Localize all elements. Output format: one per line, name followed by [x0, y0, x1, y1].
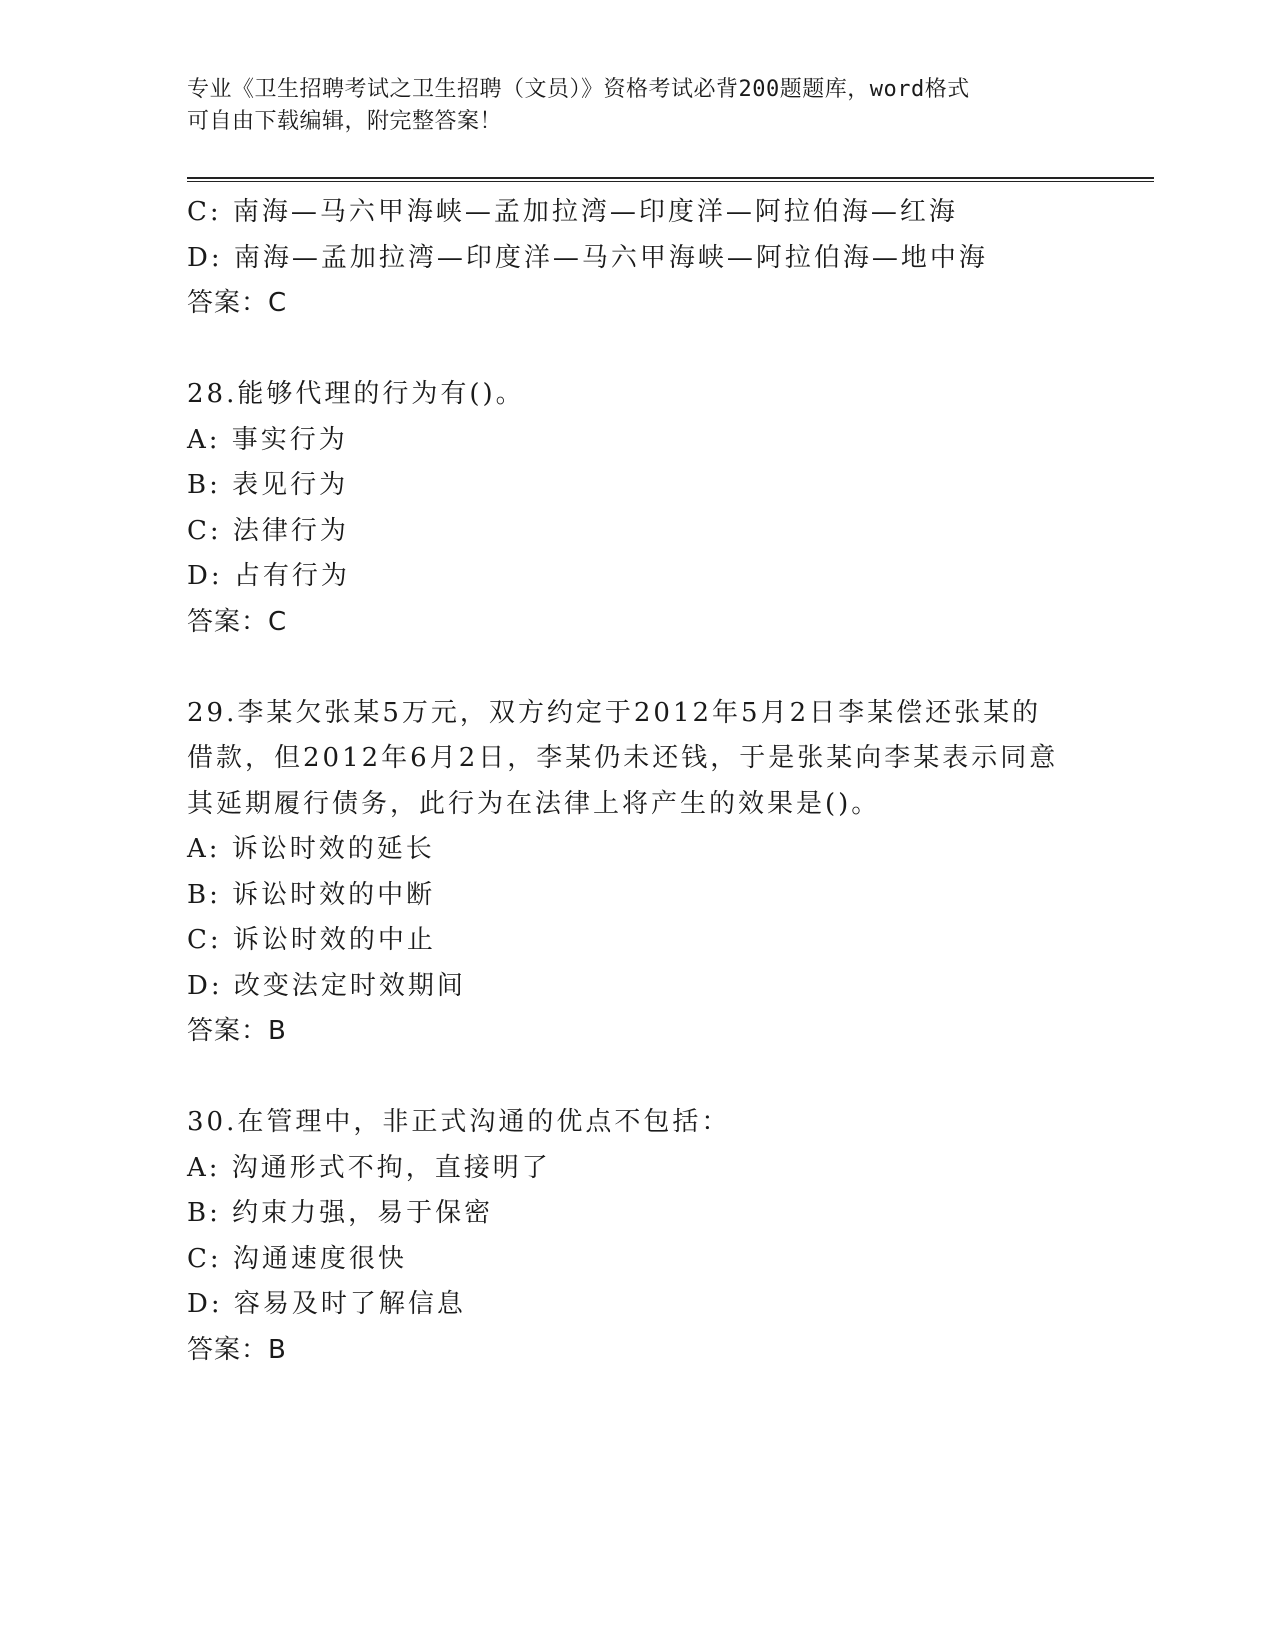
- question-29: [187, 691, 1087, 1055]
- header-title-line-1: 专业《卫生招聘考试之卫生招聘（文员）》资格考试必背200题题库，word格式: [187, 77, 970, 102]
- question-text: 28.能够代理的行为有()。: [187, 379, 525, 409]
- option-c: C: 南海—马六甲海峡—孟加拉湾—印度洋—阿拉伯海—红海: [187, 197, 958, 227]
- question-text-line-1: 29.李某欠张某5万元，双方约定于2012年5月2日李某偿还张某的: [187, 697, 1042, 728]
- spacer: [187, 645, 1087, 691]
- question-text: 30.在管理中，非正式沟通的优点不包括：: [187, 1107, 731, 1137]
- option-d: D: 改变法定时效期间: [187, 970, 466, 1001]
- option-d: D: 容易及时了解信息: [187, 1289, 466, 1319]
- answer-line: 答案：B: [187, 1016, 287, 1046]
- page-header: [187, 74, 1087, 138]
- option-c: C: 沟通速度很快: [187, 1243, 407, 1274]
- question-text-line-2: 借款，但2012年6月2日，李某仍未还钱，于是张某向李某表示同意: [187, 743, 1059, 773]
- spacer: [187, 1055, 1087, 1101]
- option-d: D: 南海—孟加拉湾—印度洋—马六甲海峡—阿拉伯海—地中海: [187, 242, 988, 273]
- question-text-line-3: 其延期履行债务，此行为在法律上将产生的效果是()。: [187, 788, 881, 819]
- question-content: [187, 190, 1087, 1373]
- option-a: A: 事实行为: [187, 424, 348, 455]
- header-divider: [187, 177, 1154, 182]
- question-27-continued: [187, 190, 1087, 327]
- option-d: D: 占有行为: [187, 561, 350, 591]
- question-28: [187, 372, 1087, 645]
- option-b: B: 表见行为: [187, 470, 349, 500]
- option-b: B: 约束力强，易于保密: [187, 1198, 494, 1228]
- answer-line: 答案：C: [187, 606, 288, 637]
- option-b: B: 诉讼时效的中断: [187, 879, 436, 910]
- header-title-line-2: 可自由下载编辑，附完整答案！: [187, 109, 503, 134]
- option-a: A: 沟通形式不拘，直接明了: [187, 1152, 551, 1183]
- option-a: A: 诉讼时效的延长: [187, 834, 435, 864]
- answer-line: 答案：B: [187, 1334, 287, 1365]
- option-c: C: 法律行为: [187, 515, 349, 546]
- spacer: [187, 327, 1087, 373]
- question-30: [187, 1100, 1087, 1373]
- answer-line: 答案：C: [187, 288, 288, 318]
- option-c: C: 诉讼时效的中止: [187, 925, 436, 955]
